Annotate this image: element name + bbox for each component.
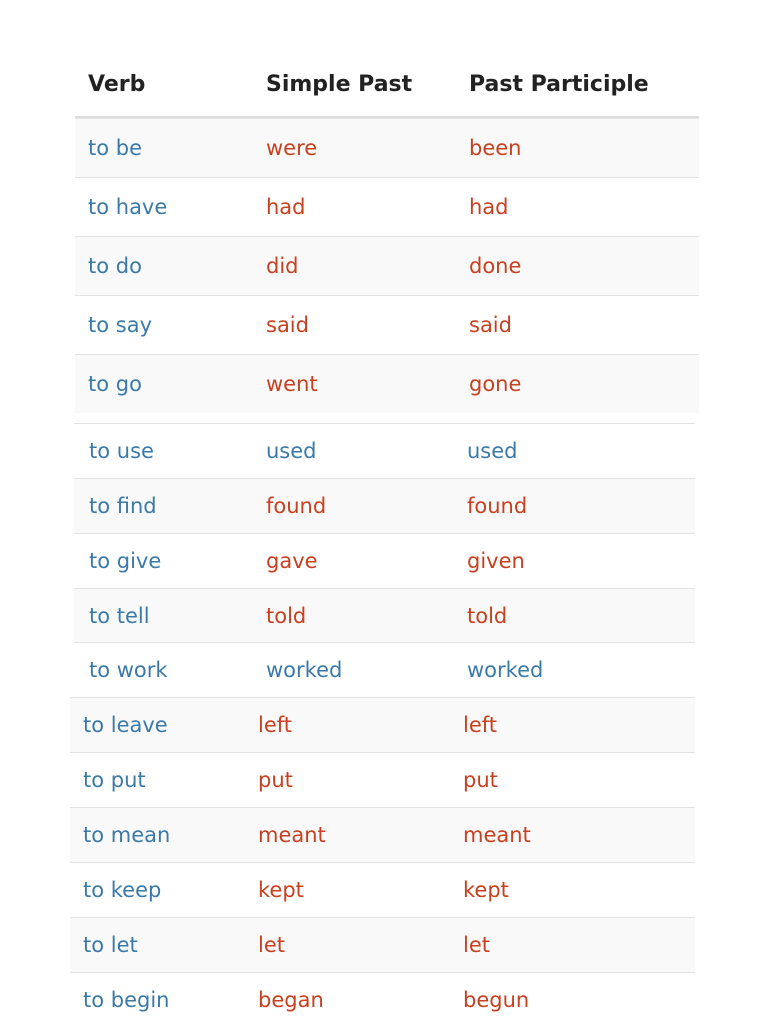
past-participle-cell: meant bbox=[463, 823, 531, 847]
table-row bbox=[74, 588, 695, 643]
verb-cell: to work bbox=[89, 658, 168, 682]
simple-past-cell: said bbox=[266, 313, 309, 337]
verb-cell: to give bbox=[89, 549, 162, 573]
simple-past-cell: began bbox=[258, 988, 324, 1012]
verb-cell: to put bbox=[83, 768, 146, 792]
simple-past-cell: let bbox=[258, 933, 285, 957]
simple-past-cell: meant bbox=[258, 823, 326, 847]
verb-cell: to use bbox=[89, 439, 154, 463]
past-participle-cell: let bbox=[463, 933, 490, 957]
simple-past-cell: were bbox=[266, 136, 318, 160]
past-participle-cell: used bbox=[467, 439, 518, 463]
simple-past-cell: found bbox=[266, 494, 327, 518]
past-participle-cell: found bbox=[467, 494, 528, 518]
verb-cell: to find bbox=[89, 494, 157, 518]
verb-cell: to keep bbox=[83, 878, 162, 902]
header-past-participle: Past Participle bbox=[469, 72, 649, 97]
verb-cell: to go bbox=[88, 372, 142, 396]
simple-past-cell: went bbox=[266, 372, 318, 396]
table-row bbox=[75, 354, 699, 413]
simple-past-cell: put bbox=[258, 768, 293, 792]
verb-cell: to tell bbox=[89, 604, 150, 628]
table-row bbox=[75, 118, 699, 177]
past-participle-cell: had bbox=[469, 195, 509, 219]
verb-cell: to be bbox=[88, 136, 143, 160]
table-row bbox=[70, 917, 695, 972]
past-participle-cell: given bbox=[467, 549, 525, 573]
table-row bbox=[75, 295, 699, 354]
past-participle-cell: left bbox=[463, 713, 498, 737]
past-participle-cell: put bbox=[463, 768, 498, 792]
past-participle-cell: begun bbox=[463, 988, 530, 1012]
table-row bbox=[70, 752, 695, 807]
verb-cell: to have bbox=[88, 195, 168, 219]
table-row bbox=[75, 236, 699, 295]
table-row bbox=[74, 423, 695, 478]
verb-cell: to do bbox=[88, 254, 142, 278]
verb-cell: to let bbox=[83, 933, 138, 957]
table-row bbox=[70, 972, 695, 1027]
table-row bbox=[74, 642, 695, 697]
verb-cell: to leave bbox=[83, 713, 168, 737]
verb-cell: to mean bbox=[83, 823, 171, 847]
past-participle-cell: worked bbox=[467, 658, 544, 682]
table-row bbox=[75, 177, 699, 236]
table-row bbox=[70, 807, 695, 862]
simple-past-cell: had bbox=[266, 195, 306, 219]
verb-cell: to begin bbox=[83, 988, 170, 1012]
simple-past-cell: left bbox=[258, 713, 293, 737]
header-simple-past: Simple Past bbox=[266, 72, 413, 97]
table-row bbox=[74, 533, 695, 588]
past-participle-cell: kept bbox=[463, 878, 509, 902]
simple-past-cell: kept bbox=[258, 878, 304, 902]
verb-cell: to say bbox=[88, 313, 152, 337]
past-participle-cell: told bbox=[467, 604, 508, 628]
simple-past-cell: worked bbox=[266, 658, 343, 682]
simple-past-cell: did bbox=[266, 254, 299, 278]
table-row bbox=[74, 478, 695, 533]
past-participle-cell: gone bbox=[469, 372, 522, 396]
past-participle-cell: done bbox=[469, 254, 522, 278]
simple-past-cell: told bbox=[266, 604, 307, 628]
simple-past-cell: gave bbox=[266, 549, 318, 573]
past-participle-cell: said bbox=[469, 313, 512, 337]
past-participle-cell: been bbox=[469, 136, 522, 160]
simple-past-cell: used bbox=[266, 439, 317, 463]
table-header bbox=[75, 58, 699, 118]
header-verb: Verb bbox=[88, 72, 146, 97]
table-row bbox=[70, 697, 695, 752]
table-row bbox=[70, 862, 695, 917]
